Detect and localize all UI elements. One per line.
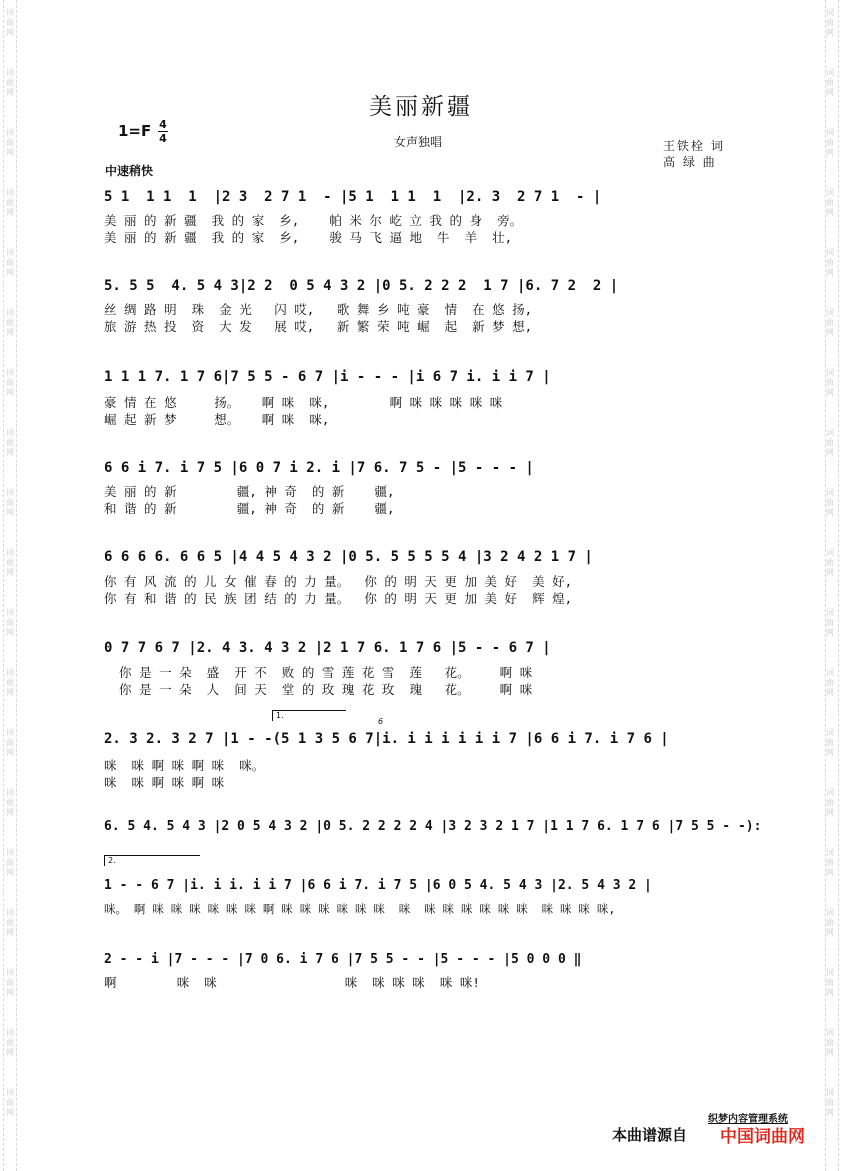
watermark-text: 词 曲 网 [826,608,834,637]
staff-system-3 [104,363,740,433]
lyric-verse-1: 豪 情 在 悠 扬。 啊 咪 咪, 啊 咪 咪 咪 咪 咪 [104,395,503,410]
staff-system-1 [104,183,740,253]
lyric-verse-2: 崛 起 新 梦 想。 啊 咪 咪, [104,412,330,427]
lyric-verse-2: 咪 咪 啊 咪 啊 咪 [104,775,225,790]
watermark-text: 词 曲 网 [826,128,834,157]
time-signature [158,118,168,145]
sextuplet-mark: 6 [378,717,384,726]
staff-system-9 [104,856,740,922]
watermark-text: 词 曲 网 [6,8,14,37]
source-label: 本曲谱源自 [612,1126,688,1144]
watermark-text: 词 曲 网 [826,968,834,997]
notation-line: 1 - - 6 7 |i. i i. i i 7 |6 6 i 7. i 7 5 |6 0 5 4. 5 4 3 |2. 5 4 3 2 | [104,878,652,893]
lyric-verse-1: 美 丽 的 新 疆 我 的 家 乡, 帕 米 尔 屹 立 我 的 身 旁。 [104,213,523,228]
lyric-verse-1: 咪 咪 啊 咪 啊 咪 咪。 [104,758,265,773]
notation-line: 1 1 1 7. 1 7 6|7 5 5 - 6 7 |i - - - |i 6 7 i. i i 7 | [104,369,551,385]
watermark-text: 词 曲 网 [6,308,14,337]
tempo-marking: 中速稍快 [105,164,154,178]
watermark-text: 词 曲 网 [826,848,834,877]
watermark-text: 词 曲 网 [6,128,14,157]
watermark-text: 词 曲 网 [6,788,14,817]
watermark-text: 词 曲 网 [826,908,834,937]
watermark-text: 词 曲 网 [826,1028,834,1057]
watermark-text: 词 曲 网 [6,488,14,517]
staff-system-5 [104,543,740,613]
watermark-text: 词 曲 网 [826,788,834,817]
watermark-text: 词 曲 网 [6,968,14,997]
lyric-verse-2: 旅 游 热 投 资 大 发 展 哎, 新 繁 荣 吨 崛 起 新 梦 想, [104,319,533,334]
watermark-text: 词 曲 网 [826,308,834,337]
watermark-text: 词 曲 网 [6,68,14,97]
lyric-verse-1: 你 有 风 流 的 儿 女 催 春 的 力 量。 你 的 明 天 更 加 美 好 美 好, [104,574,573,589]
first-ending-bracket: 1. [272,710,346,721]
staff-system-6 [104,634,740,704]
staff-system-7 [104,711,740,795]
lyric-verse-2: 美 丽 的 新 疆 我 的 家 乡, 骏 马 飞 逼 地 牛 羊 壮, [104,230,513,245]
watermark-text: 词 曲 网 [6,548,14,577]
watermark-text: 词 曲 网 [6,1088,14,1117]
notation-line: 5. 5 5 4. 5 4 3|2 2 0 5 4 3 2 |0 5. 2 2 2 1 7 |6. 7 2 2 | [104,278,619,294]
watermark-text: 词 曲 网 [826,1088,834,1117]
watermark-text: 词 曲 网 [6,1028,14,1057]
lyric-verse-1: 美 丽 的 新 疆, 神 奇 的 新 疆, [104,484,395,499]
watermark-text: 词 曲 网 [6,908,14,937]
time-signature-top: 4 [159,118,167,131]
watermark-text: 词 曲 网 [826,488,834,517]
watermark-text: 词 曲 网 [6,368,14,397]
lyric-verse-1: 咪。 啊 咪 咪 咪 咪 咪 咪 啊 咪 咪 咪 咪 咪 咪 咪 咪 咪 咪 咪 咪 咪 咪 咪 咪 咪, [104,902,616,916]
staff-system-10 [104,946,740,996]
notation-line: 6 6 6 6. 6 6 5 |4 4 5 4 3 2 |0 5. 5 5 5 5 4 |3 2 4 2 1 7 | [104,549,593,565]
site-name-link[interactable]: 中国词曲网 [720,1127,805,1147]
watermark-text: 词 曲 网 [826,68,834,97]
song-title: 美丽新疆 [369,94,473,120]
watermark-text: 词 曲 网 [6,248,14,277]
staff-system-2 [104,272,740,342]
watermark-text: 词 曲 网 [6,728,14,757]
lyric-verse-1: 你 是 一 朵 盛 开 不 败 的 雪 莲 花 雪 莲 花。 啊 咪 [104,665,533,680]
watermark-text: 词 曲 网 [826,428,834,457]
notation-line: 6 6 i 7. i 7 5 |6 0 7 i 2. i |7 6. 7 5 - |5 - - - | [104,460,534,476]
staff-system-8 [104,813,762,853]
lyric-verse-2: 你 有 和 谐 的 民 族 团 结 的 力 量。 你 的 明 天 更 加 美 好 辉 煌, [104,591,573,606]
lyric-verse-1: 啊 咪 咪 咪 咪 咪 咪 咪 咪! [104,975,480,990]
watermark-text: 词 曲 网 [826,548,834,577]
notation-line: 2. 3 2. 3 2 7 |1 - -(5 1 3 5 6 7|i. i i i i i i 7 |6 6 i 7. i 7 6 | [104,731,669,747]
second-ending-bracket: 2. [104,855,200,866]
lyric-verse-1: 丝 绸 路 明 珠 金 光 闪 哎, 歌 舞 乡 吨 豪 情 在 悠 扬, [104,302,533,317]
watermark-text: 词 曲 网 [826,368,834,397]
watermark-text: 词 曲 网 [6,428,14,457]
performance-type: 女声独唱 [394,135,443,149]
cms-label: 织梦内容管理系统 [708,1114,788,1125]
watermark-text: 词 曲 网 [6,668,14,697]
watermark-text: 词 曲 网 [826,668,834,697]
watermark-text: 词 曲 网 [826,8,834,37]
watermark-text: 词 曲 网 [826,188,834,217]
watermark-text: 词 曲 网 [6,608,14,637]
notation-line: 2 - - i |7 - - - |7 0 6. i 7 6 |7 5 5 - - |5 - - - |5 0 0 0 ‖ [104,952,582,967]
watermark-text: 词 曲 网 [6,188,14,217]
notation-line: 6. 5 4. 5 4 3 |2 0 5 4 3 2 |0 5. 2 2 2 2 4 |3 2 3 2 1 7 |1 1 7 6. 1 7 6 |7 5 5 - -): [104,819,762,834]
notation-line: 0 7 7 6 7 |2. 4 3. 4 3 2 |2 1 7 6. 1 7 6 |5 - - 6 7 | [104,640,551,656]
watermark-text: 词 曲 网 [826,728,834,757]
lyric-verse-2: 和 谐 的 新 疆, 神 奇 的 新 疆, [104,501,395,516]
staff-system-4 [104,454,740,524]
key-signature: 1=F [118,122,152,140]
watermark-text: 词 曲 网 [6,848,14,877]
notation-line: 5 1 1 1 1 |2 3 2 7 1 - |5 1 1 1 1 |2. 3 2 7 1 - | [104,189,602,205]
composer-credit: 高 绿 曲 [663,155,717,169]
lyric-verse-2: 你 是 一 朵 人 间 天 堂 的 玫 瑰 花 玫 瑰 花。 啊 咪 [104,682,533,697]
time-signature-bottom: 4 [159,132,167,145]
lyricist-credit: 王铁栓 词 [663,139,725,153]
watermark-text: 词 曲 网 [826,248,834,277]
